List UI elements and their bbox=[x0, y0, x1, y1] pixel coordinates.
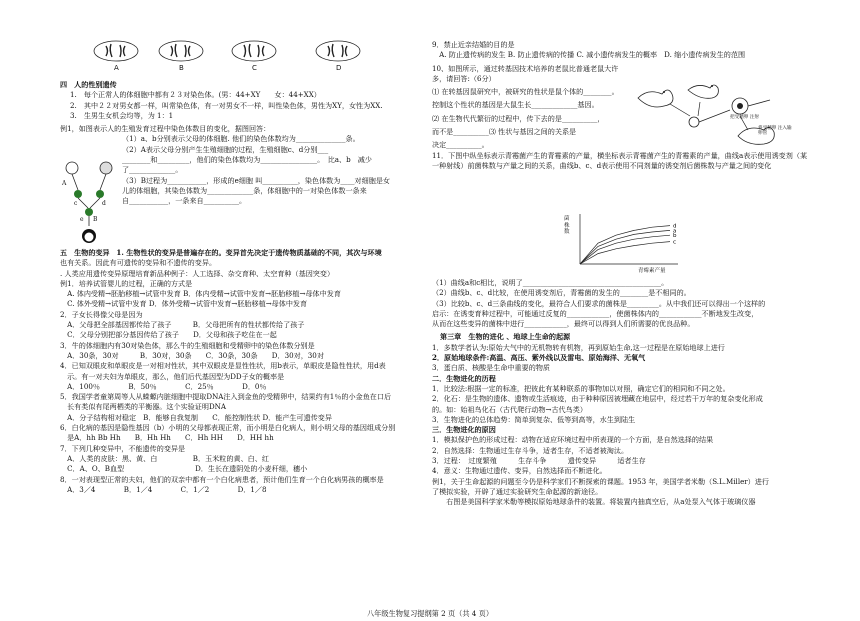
sec3-line-2: 2．自然选择：生物通过生存斗争，适者生存，不适者被淘汰。 bbox=[432, 445, 629, 455]
sec5-line-2: . 人类应用遗传变异原理培育新品种例子：人工选择、杂交育种、太空育种（基因突变） bbox=[60, 268, 335, 278]
sec5-head: 1. 生物性状的变异是普遍存在的。变异首先决定于遗传物质基础的不同，其次与环境 bbox=[116, 248, 382, 257]
q10-line-4: 控制这个性状的基因是大鼠生长_____________基因。 bbox=[432, 100, 599, 110]
chart-xlabel: 青霉素产量 bbox=[638, 268, 666, 274]
chromosome-cells-figure bbox=[86, 36, 386, 78]
sec3-line-1: 1．模拟保护色的形成过程：动物在适应环境过程中所表现的一个方面，是自然选择的结果 bbox=[432, 435, 714, 445]
sec5-line-16: A．分子结构相对稳定 B．能够自我复制 C．能控制性状 D．能产生可遗传变异 bbox=[60, 412, 332, 422]
chromosome-cells-svg bbox=[86, 36, 386, 66]
series-line-b bbox=[580, 235, 670, 264]
cell-label-a: A bbox=[114, 64, 119, 72]
q11-after-5: 从而在这些变异的菌株中进行____________，最终可以得到人们所需要的优良品种。 bbox=[432, 319, 695, 329]
q10-line-6: 而不是__________⑶ 性状与基因之间的关系是 bbox=[432, 127, 577, 137]
cell-label-b: B bbox=[179, 64, 184, 72]
sec5-line-6: 2．子女长得像父母是因为 bbox=[60, 309, 143, 319]
diag-label-c: c bbox=[74, 200, 78, 207]
q11-after-2: （2）曲线b、c、d比较，在使用诱变剂后，青霉菌的发生的________是不相同的。 bbox=[432, 288, 691, 298]
sec5-line-1: 也有关系。因此有可遗传的变异和不遗传的变异。 bbox=[60, 258, 217, 268]
page-footer: 八年级生物复习提纲第 2 页（共 4 页） bbox=[366, 609, 494, 618]
sec5-line-3: 例1．培养试管婴儿的过程，正确的方式是 bbox=[60, 278, 193, 288]
sec4-item-1: 1. 每个正常人的体细胞中都有２３对染色体。(男：44+XY 女：44+XX） bbox=[70, 90, 321, 100]
q9-options: A. 防止遗传病的发生 B. 防止遗传病的传播 C. 减小遗传病发生的概率 D. 缩小遗传病发生的范围 bbox=[432, 50, 746, 60]
diag-label-d: d bbox=[102, 200, 106, 207]
transgenic-mouse-figure bbox=[630, 70, 790, 152]
sec3-line-3: 3．过程： 过度繁殖 生存斗争 遗传变异 适者生存 bbox=[432, 456, 646, 466]
q11-line-2: 一种射线）前菌株数与产量之间的关系，曲线b、c、d表示使用不同剂量的诱变剂后菌株数与产量之间的变化 bbox=[432, 160, 772, 170]
q10-line-5: ⑵ 在生物代代繁衍的过程中，传下去的是__________， bbox=[432, 113, 605, 123]
sec5-line-9: 3．牛的体细胞内有30对染色体，那么牛的生殖细胞和受精卵中的染色体数分别是 bbox=[60, 340, 315, 350]
chapter3-title: 第三章 生物的进化 、地球上生命的起源 bbox=[440, 332, 571, 342]
ex1-line-5: （3）B过程为___________，形成的e细胞 叫__________，染色体数为____对细胞是女 bbox=[122, 175, 391, 185]
q10-line-1: 10、如图所示，通过转基因技术培养的老鼠比普通老鼠大许 bbox=[432, 63, 619, 73]
cell-label-c: C bbox=[252, 64, 257, 72]
ex1-line-2: （2）A表示父母分别产生生殖细胞的过程，生殖细胞c、d分别___ bbox=[122, 144, 329, 154]
ch3-line-3: 3．蛋白质、核酸是生命中重要的物质 bbox=[432, 363, 551, 373]
series-label-c: c bbox=[673, 239, 677, 246]
q11-after-1: （1）曲线a和c相比，说明了_______________________________________。 bbox=[432, 278, 669, 287]
sec5-line-19: 7．下列几种变异中，不能遗传的变异是 bbox=[60, 443, 186, 453]
ex1-line-1: （1）a、b分别表示父母的体细胞. 他们的染色体数均为______________条。 bbox=[122, 134, 360, 144]
q11-after-4: 启示：在诱变育种过程中，可能通过反复的____________，使菌株体内的____________不断地发生改变， bbox=[432, 308, 759, 318]
q10-line-3: ⑴ 在转基因鼠研究中，被研究的性状是鼠个体的________。 bbox=[432, 87, 619, 97]
series-label-d: d bbox=[673, 223, 677, 230]
sec5-line-4: A. 体内受精→胚胎移植→试管中发育 B．体内受精→试管中发育→胚胎移植→母体中发育 bbox=[60, 289, 341, 299]
ex1-line-4: 了_____________。 bbox=[122, 165, 183, 175]
mouse-label-female: 将受精卵 注入输卵管 bbox=[758, 126, 792, 136]
sec3-line-4: 4．意义：生物通过遗传、变异，自然选择而不断进化。 bbox=[432, 466, 607, 476]
sec5-line-7: A．父母把全部基因都传给了孩子 B．父母把所有的性状都传给了孩子 bbox=[60, 320, 305, 330]
sec2-line-1: 1．比较法:根据一定的标准，把彼此有某种联系的事物加以对照，确定它们的相同和不同之处。 bbox=[432, 383, 730, 393]
sec5-line-8: C．父母分别把部分基因传给了孩子 D．父母和孩子吃住在一起 bbox=[60, 330, 277, 340]
q10-line-2: 多，请回答:（6分） bbox=[432, 73, 496, 83]
cell-label-d: D bbox=[336, 64, 342, 72]
sec5-line-5: C. 体外受精→试管中发育 D．体外受精→试管中发育→胚胎移植→母体中发育 bbox=[60, 299, 308, 309]
sec5-line-15: 长有类似有尾两栖类的平衡器。这个实验证明DNA bbox=[60, 402, 226, 412]
sec5-line-20: A．人类的皮肤：黑、黄、白 B．玉米粒的黄、白、红 bbox=[60, 453, 269, 463]
series-label-a: a bbox=[673, 228, 677, 235]
sec2-line-4: 3．生物进化的总体趋势：简单到复杂、低等到高等，水生到陆生 bbox=[432, 414, 636, 424]
sec2-line-2: 2．化石：是生物的遗体、遗物或生活痕迹，由于种种原因被埋藏在地层中，经过若干万年的复杂变化形成 bbox=[432, 394, 763, 404]
right-column-lower bbox=[432, 278, 818, 508]
sec5-line-10: A．30条，30对 B．30对，30条 C．30条，30条 D．30对，30对 bbox=[60, 350, 324, 360]
q11-after-3: （3）比较b、c、d三条曲线的变化，最符合人们要求的菌株是_________。从中我们还可以得出一个这样的 bbox=[432, 298, 766, 308]
sec4-item-3: 3. 生男生女机会均等，为 1：1 bbox=[70, 110, 174, 120]
section2-title: 二．生物进化的历程 bbox=[432, 373, 496, 383]
ch3-line-1: 1．多数学者认为:原始大气中的无机物转有机物，再到原始生命,这一过程是在原始地球上进行 bbox=[432, 342, 725, 352]
diag-label-A: A bbox=[62, 180, 67, 187]
sec5-line-23: A．3／4 B．1／4 C．1／2 D．1／8 bbox=[60, 484, 267, 494]
sec5-line-21: C．A、O、B血型 D．生长在遗阴处的小麦秆细，穗小 bbox=[60, 464, 308, 474]
family-diagram bbox=[60, 160, 120, 248]
ch3-line-2: 2．原始地球条件:高温、高压、紫外线以及雷电、原始海洋、无氧气 bbox=[432, 353, 646, 363]
section3-title: 三．生物进化的原因 bbox=[432, 425, 496, 435]
left-column-sec5 bbox=[60, 248, 416, 495]
sec5-line-14: 5．我国学者童第周等人从蝾螈内脏细胞中提取DNA注入到金鱼的受精卵中，结果约有1％的小金鱼在口后 bbox=[60, 392, 392, 402]
section5-title: 五 生物的变异 bbox=[60, 248, 110, 257]
diag-label-B: B bbox=[93, 216, 98, 223]
q10-line-7: 决定__________。 bbox=[432, 140, 489, 150]
sec5-line-22: 8．一对表现型正常的夫妇，他们的双亲中都有一个白化病患者，预计他们生育一个白化病男孩的概率是 bbox=[60, 474, 384, 484]
sec4-item-2: 2. 其中２２对男女都一样，叫常染色体，有一对男女不一样，叫性染色体，男性为XY，女性为XX. bbox=[70, 100, 383, 110]
sec5-line-11: 4．已知双眼皮和单眼皮是一对相对性状，其中双眼皮是显性性状，用b表示，单眼皮是隐性性状，用d表 bbox=[60, 361, 386, 371]
ex1-title: 例1，如图表示人的生殖发育过程中染色体数目的变化，据图回答： bbox=[60, 124, 271, 134]
yield-chart-svg bbox=[560, 210, 690, 276]
q11-line-1: 11．下图中纵坐标表示青霉菌产生的青霉素的产量，横坐标表示青霉菌产生的青霉素的产量，曲线a表示使用诱变剂（某 bbox=[432, 150, 808, 160]
sec2-line-3: 的。如：始祖鸟化石（古代爬行动物→古代鸟类） bbox=[432, 404, 587, 414]
chart-ylabel: 菌株数 bbox=[564, 216, 570, 235]
section4-title: 四 人的性别遗传 bbox=[60, 80, 117, 89]
sec5-line-18: 是A．hh Bb Hh B．Hh Hh C．Hh HH D．HH hh bbox=[60, 433, 274, 443]
ex1-line-3: ________和_________，他们的染色体数均为________________。 比a、b 减少 bbox=[122, 155, 372, 165]
mouse-label-inject: 把受精卵 注射 bbox=[730, 115, 760, 120]
sec5-line-13: A．100％ B．50％ C．25％ D．0％ bbox=[60, 381, 267, 391]
ex1-line-7: 自___________，一条来自__________。 bbox=[122, 196, 247, 206]
yield-chart bbox=[560, 210, 690, 276]
diag-label-e: e bbox=[80, 216, 84, 223]
ex1-line-6: 儿的体细胞，其染色体数为_____________条，体细胞中的一对染色体数一条来 bbox=[122, 185, 367, 195]
sec5-line-12: 示。有一对夫妇为单眼皮，那么，他们后代基因型为DD子女的概率是 bbox=[60, 371, 285, 381]
q9: 9．禁止近亲结婚的目的是 bbox=[432, 40, 515, 49]
sec3-line-6: 了模拟实验，开辟了通过实验研究生命起源的新途径。 bbox=[432, 486, 603, 496]
sec5-line-17: 6．白化病的基因是隐性基因（b）小明的父母都表现正常，而小明是白化病人，则小明父母的基因组成分别 bbox=[60, 423, 396, 433]
sec3-line-5: 例1，关于生命起源的问题至今仍是科学家们不断探索的课题。1953 年，美国学者米勒（S.L.Miller）进行 bbox=[432, 476, 769, 486]
series-label-b: b bbox=[673, 233, 677, 240]
sec3-line-7: 右图是美国科学家米勒等模拟原始地球条件的装置。将装置内抽真空后，从a处泵入气体于玻璃仪器 bbox=[432, 497, 756, 507]
